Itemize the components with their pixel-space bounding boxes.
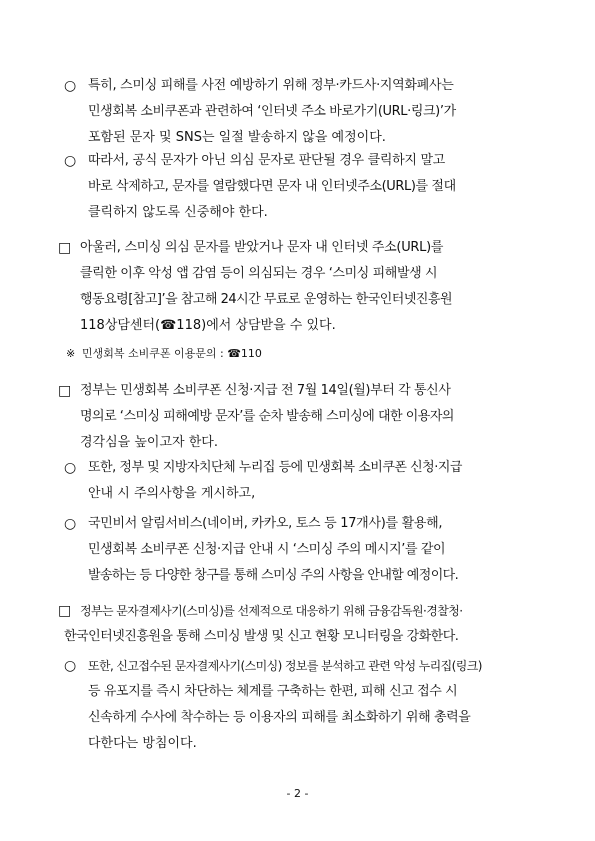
- paragraph-line: 118상담센터(☎118)에서 상담받을 수 있다.: [80, 318, 336, 333]
- paragraph-line: 또한, 신고접수된 문자결제사기(스미싱) 정보를 분석하고 관련 악성 누리집(링크): [88, 659, 482, 673]
- paragraph-line: 포함된 문자 및 SNS는 일절 발송하지 않을 예정이다.: [88, 130, 386, 145]
- page-number: - 2 -: [286, 787, 309, 800]
- paragraph-line: 바로 삭제하고, 문자를 열람했다면 문자 내 인터넷주소(URL)를 절대: [88, 179, 456, 194]
- circle-bullet-icon: ○: [64, 78, 77, 94]
- paragraph-line: 클릭하지 않도록 신중해야 한다.: [88, 205, 268, 220]
- paragraph-line: 또한, 정부 및 지방자치단체 누리집 등에 민생회복 소비쿠폰 신청·지급: [88, 460, 462, 475]
- paragraph-line: 특히, 스미싱 피해를 사전 예방하기 위해 정부·카드사·지역화폐사는: [88, 78, 454, 93]
- paragraph-line: 발송하는 등 다양한 창구를 통해 스미싱 주의 사항을 안내할 예정이다.: [88, 568, 459, 583]
- paragraph-line: 민생회복 소비쿠폰 신청·지급 안내 시 ‘스미싱 주의 메시지’를 같이: [88, 542, 446, 557]
- paragraph-line: 민생회복 소비쿠폰과 관련하여 ‘인터넷 주소 바로가기(URL·링크)’가: [88, 104, 456, 119]
- paragraph-line: 안내 시 주의사항을 게시하고,: [88, 486, 256, 501]
- inquiry-note-text: 민생회복 소비쿠폰 이용문의 : ☎110: [82, 347, 262, 360]
- paragraph-line: 행동요령[참고]’을 참고해 24시간 무료로 운영하는 한국인터넷진흥원: [80, 292, 453, 307]
- paragraph-line: 아울러, 스미싱 의심 문자를 받았거나 문자 내 인터넷 주소(URL)를: [80, 240, 444, 255]
- circle-bullet-icon: ○: [64, 516, 77, 532]
- paragraph-line: 다한다는 방침이다.: [88, 736, 197, 751]
- circle-bullet-icon: ○: [64, 658, 77, 674]
- paragraph-line: 정부는 민생회복 소비쿠폰 신청·지급 전 7월 14일(월)부터 각 통신사: [80, 383, 451, 398]
- paragraph-line: 따라서, 공식 문자가 아닌 의심 문자로 판단될 경우 클릭하지 말고: [88, 153, 446, 168]
- circle-bullet-icon: ○: [64, 460, 77, 476]
- paragraph-line: 명의로 ‘스미싱 피해예방 문자’를 순차 발송해 스미싱에 대한 이용자의: [80, 409, 454, 424]
- square-bullet-icon: □: [58, 240, 72, 256]
- reference-mark-icon: ※: [66, 347, 76, 360]
- paragraph-line: 정부는 문자결제사기(스미싱)를 선제적으로 대응하기 위해 금융감독원·경찰청·: [80, 604, 463, 618]
- paragraph-line: 등 유포지를 즉시 차단하는 체계를 구축하는 한편, 피해 신고 접수 시: [88, 684, 458, 699]
- square-bullet-icon: □: [58, 383, 72, 399]
- paragraph-line: 신속하게 수사에 착수하는 등 이용자의 피해를 최소화하기 위해 총력을: [88, 710, 471, 725]
- circle-bullet-icon: ○: [64, 153, 77, 169]
- paragraph-line: 경각심을 높이고자 한다.: [80, 435, 218, 450]
- paragraph-line: 한국인터넷진흥원을 통해 스미싱 발생 및 신고 현황 모니터링을 강화한다.: [64, 629, 459, 644]
- square-bullet-icon: □: [58, 603, 72, 619]
- paragraph-line: 클릭한 이후 악성 앱 감염 등이 의심되는 경우 ‘스미싱 피해발생 시: [80, 266, 438, 281]
- paragraph-line: 국민비서 알림서비스(네이버, 카카오, 토스 등 17개사)를 활용해,: [88, 516, 443, 531]
